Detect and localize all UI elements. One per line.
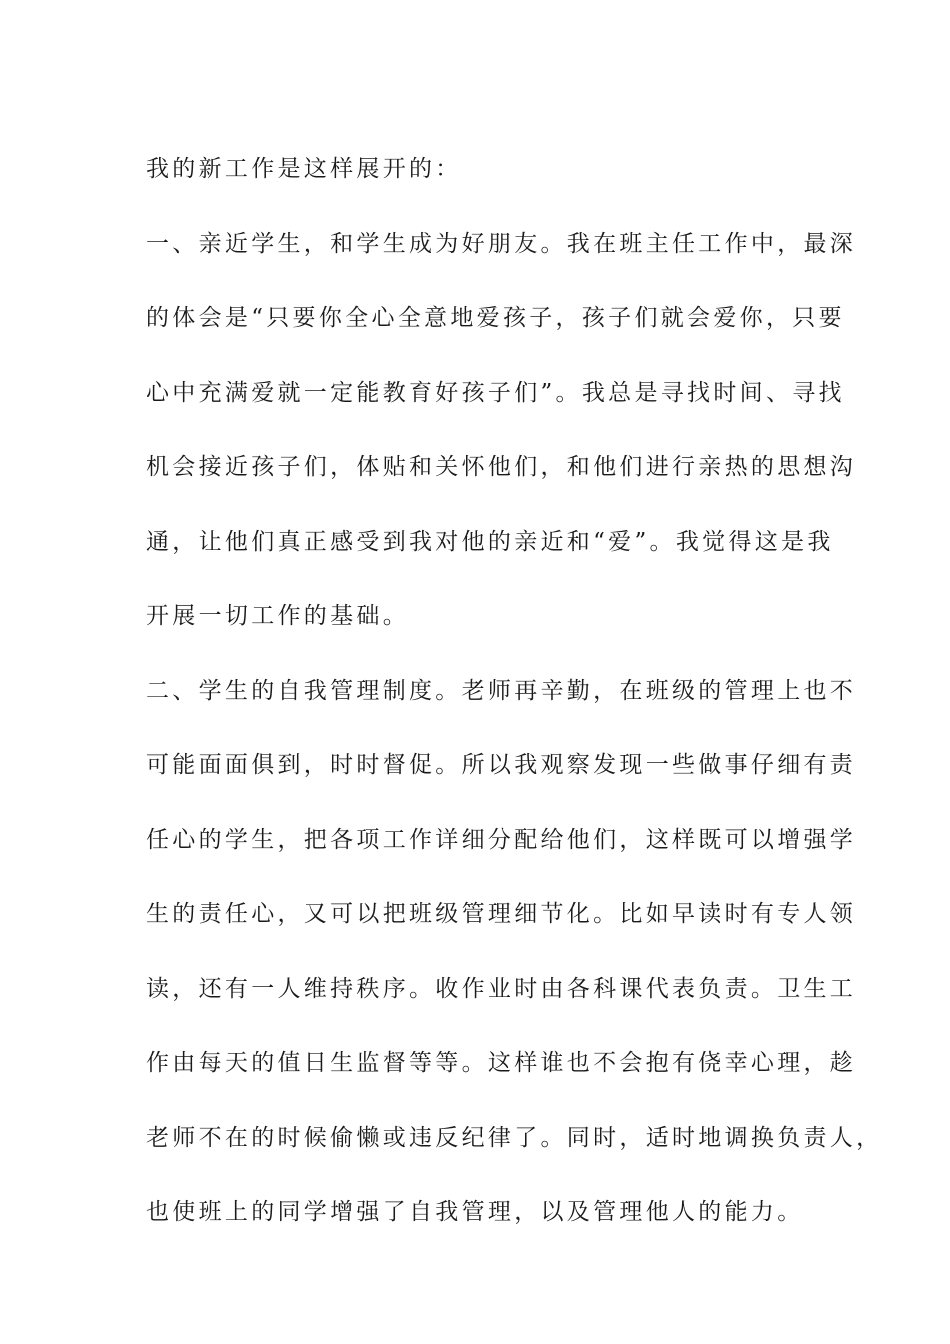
text-line: 开展一切工作的基础。: [146, 603, 409, 629]
text-line: 机会接近孩子们，体贴和关怀他们，和他们进行亲热的思想沟: [146, 454, 857, 480]
text-line: 也使班上的同学增强了自我管理，以及管理他人的能力。: [146, 1199, 804, 1225]
text-line: 生的责任心，又可以把班级管理细节化。比如早读时有专人领: [146, 901, 857, 927]
text-line: 作由每天的值日生监督等等。这样谁也不会抱有侥幸心理，趁: [146, 1050, 857, 1076]
text-line: 一、亲近学生，和学生成为好朋友。我在班主任工作中，最深: [146, 230, 857, 257]
text-line: 心中充满爱就一定能教育好孩子们”。我总是寻找时间、寻找: [146, 379, 845, 406]
text-line: 可能面面俱到，时时督促。所以我观察发现一些做事仔细有责: [146, 752, 857, 778]
text-line: 任心的学生，把各项工作详细分配给他们，这样既可以增强学: [146, 826, 857, 853]
text-line: 的体会是“只要你全心全意地爱孩子，孩子们就会爱你，只要: [146, 305, 845, 331]
text-line: 读，还有一人维持秩序。收作业时由各科课代表负责。卫生工: [146, 975, 857, 1002]
text-line: 我的新工作是这样展开的：: [146, 156, 462, 182]
document-body: [146, 132, 883, 1250]
text-line: 二、学生的自我管理制度。老师再辛勤，在班级的管理上也不: [146, 677, 857, 704]
text-line: 通，让他们真正感受到我对他的亲近和“爱”。我觉得这是我: [146, 528, 834, 555]
text-line: 老师不在的时候偷懒或违反纪律了。同时，适时地调换负责人，: [146, 1124, 883, 1151]
